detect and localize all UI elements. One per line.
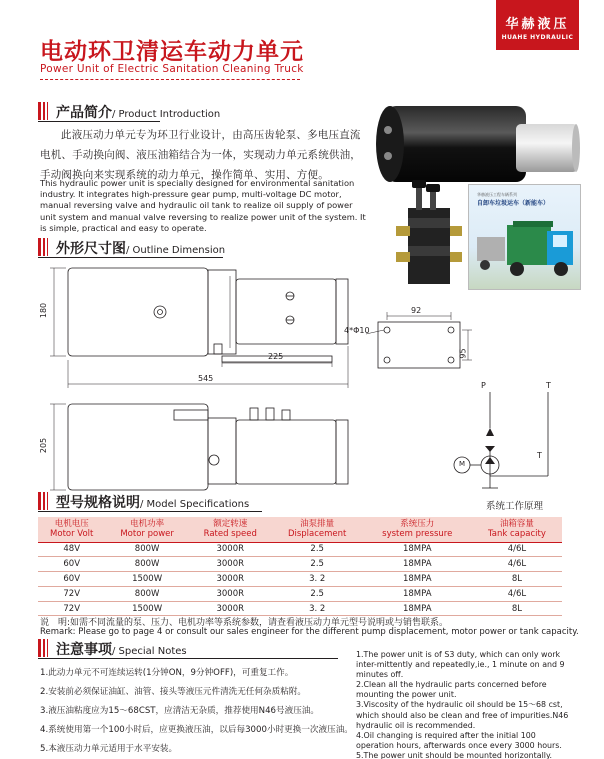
section-title-cn: 外形尺寸图 xyxy=(56,241,126,257)
truck-flyer xyxy=(468,184,581,290)
section-header-specs xyxy=(38,490,308,512)
schematic-caption: 系统工作原理 xyxy=(486,501,544,512)
schematic-label-t-return: T xyxy=(537,451,542,460)
section-marker xyxy=(38,492,50,510)
table-row: 72V 1500W 3000R 3. 2 18MPA 8L xyxy=(38,601,562,616)
section-title-cn: 产品简介 xyxy=(56,105,112,121)
section-title-cn: 注意事项 xyxy=(56,642,112,658)
col-header: 油箱容量 Tank capacity xyxy=(472,517,562,542)
table-row: 60V 800W 3000R 2.5 18MPA 4/6L xyxy=(38,557,562,572)
dim-total-length: 545 xyxy=(198,374,214,383)
col-header: 电机电压 Motor Volt xyxy=(38,517,105,542)
table-row: 48V 800W 3000R 2.5 18MPA 4/6L xyxy=(38,542,562,557)
dim-height-top: 205 xyxy=(39,437,49,454)
spec-table-header xyxy=(38,517,562,542)
section-header-notes xyxy=(38,637,308,659)
col-header: 油泵排量 Displacement xyxy=(272,517,363,542)
list-item: 4.系统使用第一个100小时后，应更换液压油，以后每3000小时更换一次液压油。 xyxy=(40,725,353,735)
flyer-headline: 自卸车垃圾运车（新能车） xyxy=(477,200,550,207)
dim-bracket-height: 95 xyxy=(458,348,468,359)
col-header: 系统压力 system pressure xyxy=(363,517,472,542)
motor-symbol-label: M xyxy=(459,460,466,468)
section-title-en: / Outline Dimension xyxy=(126,245,226,256)
list-item: 5.本液压动力单元适用于水平安装。 xyxy=(40,744,178,754)
section-title-en: / Product Introduction xyxy=(112,109,221,120)
section-title-en: / Model Specifications xyxy=(140,499,250,510)
section-title-en: / Special Notes xyxy=(112,646,187,657)
schematic-label-p: P xyxy=(481,381,486,390)
top-view-drawing xyxy=(50,404,348,490)
intro-text-en: This hydraulic power unit is specially designed for environmental sanitation industry. It integrates high-pressure gear pump, multi-voltage DC motor, manual reversing valve and hydraulic oil tank to realize oil supply of power unit system and manual valve reversing to realize power unit of the system. It is simple, practical and easy to operate. xyxy=(40,178,366,233)
dim-height-side: 180 xyxy=(39,302,49,319)
list-item: 1.此动力单元不可连续运转(1分钟ON，9分钟OFF)，可重复工作。 xyxy=(40,668,294,678)
spec-table xyxy=(38,517,562,616)
col-header: 额定转速 Rated speed xyxy=(189,517,272,542)
col-header: 电机功率 Motor power xyxy=(105,517,188,542)
dim-motor-length: 225 xyxy=(268,352,284,361)
section-header-intro xyxy=(38,100,308,122)
section-marker xyxy=(38,238,50,256)
list-item: 2.Clean all the hydraulic parts concerned before mounting the power unit. xyxy=(356,680,547,700)
page-title-cn: 电动环卫清运车动力单元 xyxy=(40,39,304,65)
section-header-outline xyxy=(38,236,308,258)
hydraulic-schematic xyxy=(454,392,548,488)
brand-name-en: HUAHE HYDRAULIC xyxy=(501,34,574,41)
section-title-cn: 型号规格说明 xyxy=(56,495,140,511)
remark-cn: 说 明:如需不同流量的泵、压力、电机功率等系统参数，请查看液压动力单元型号说明或与销售联系。 xyxy=(40,618,449,628)
notes-list-en xyxy=(356,650,576,759)
mounting-bracket-drawing xyxy=(366,312,472,368)
list-item: 1.The power unit is of S3 duty, which can only work inter-mittently and repeatedly,ie., 1 minute on and 9 minutes off. xyxy=(356,650,565,680)
section-marker xyxy=(38,102,50,120)
dim-bracket-width: 92 xyxy=(411,306,422,315)
title-divider xyxy=(40,79,300,80)
list-item: 5.The power unit should be mounted horizontally. xyxy=(356,750,553,759)
list-item: 3.Viscosity of the hydraulic oil should be 15～68 cst, which should also be clean and free of impurities.N46 hydraulic oil is recommended. xyxy=(356,700,569,730)
schematic-label-t: T xyxy=(546,381,551,390)
list-item: 4.Oil changing is required after the initial 100 operation hours, afterwards once every 3000 hours. xyxy=(356,730,562,750)
remark-en: Remark: Please go to page 4 or consult our sales engineer for the different pump displacement, motor power or tank capacity. xyxy=(40,627,579,637)
dim-holes: 4*Φ10 xyxy=(344,326,370,335)
flyer-caption: 华赫液压工程车辆系列 xyxy=(477,192,517,197)
table-row: 72V 800W 3000R 2.5 18MPA 4/6L xyxy=(38,586,562,601)
brand-name-cn: 华赫液压 xyxy=(505,17,570,32)
intro-text-cn: 此液压动力单元专为环卫行业设计，由高压齿轮泵、多电压直流电机、手动换向阀、液压油箱结合为一体，实现动力单元系统供油，手动阀换向来实现系统的动力单元，操作简单、实用、方便。 xyxy=(40,129,361,181)
side-view-drawing xyxy=(50,268,348,388)
table-row: 60V 1500W 3000R 3. 2 18MPA 8L xyxy=(38,572,562,587)
section-marker xyxy=(38,639,50,657)
list-item: 2.安装前必须保证油缸、油管、接头等液压元件清洗无任何杂质粘附。 xyxy=(40,687,307,697)
page-title-en: Power Unit of Electric Sanitation Cleaning Truck xyxy=(40,63,304,75)
list-item: 3.液压油粘度应为15～68CST，应清洁无杂质，推荐使用N46号液压油。 xyxy=(40,706,319,716)
brand-tag xyxy=(496,0,579,50)
